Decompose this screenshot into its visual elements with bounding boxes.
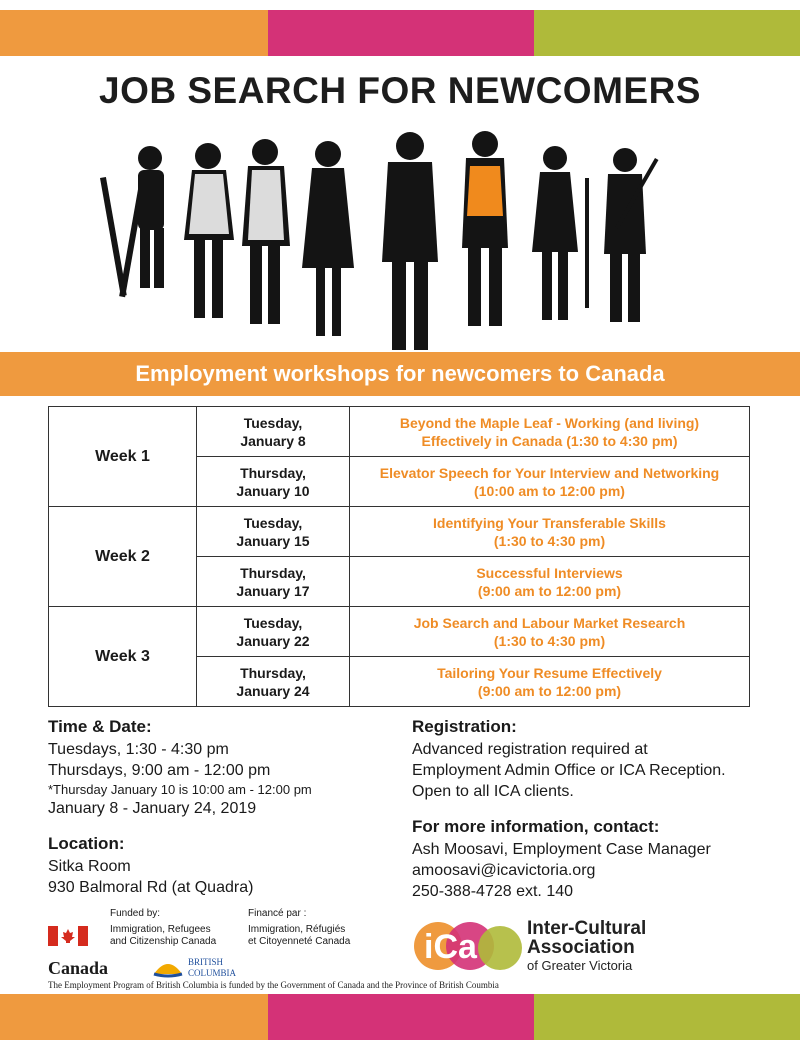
week-cell: Week 3	[49, 607, 197, 707]
ica-subtitle: of Greater Victoria	[527, 958, 633, 973]
table-row	[49, 407, 750, 457]
svg-text:COLUMBIA: COLUMBIA	[188, 968, 237, 978]
time-date-heading: Time & Date:	[48, 717, 152, 736]
date-range: January 8 - January 24, 2019	[48, 800, 257, 817]
workshops-banner: Employment workshops for newcomers to Canada	[0, 352, 800, 396]
table-row	[49, 607, 750, 657]
page-title: JOB SEARCH FOR NEWCOMERS	[99, 70, 701, 111]
svg-text:iCa: iCa	[424, 928, 477, 966]
table-row	[49, 507, 750, 557]
location-address: 930 Balmoral Rd (at Quadra)	[48, 879, 254, 896]
time-location-section	[48, 716, 398, 898]
topic-cell: Successful Interviews (9:00 am to 12:00 pm)	[350, 557, 750, 607]
ircc-english-label: Immigration, Refugees and Citizenship Canada	[110, 924, 217, 947]
date-cell: Tuesday, January 22	[197, 607, 350, 657]
contact-name: Ash Moosavi, Employment Case Manager	[412, 841, 711, 858]
location-room: Sitka Room	[48, 858, 131, 875]
date-cell: Thursday, January 10	[197, 457, 350, 507]
topic-cell: Job Search and Labour Market Research (1:30 to 4:30 pm)	[350, 607, 750, 657]
week-cell: Week 1	[49, 407, 197, 507]
svg-text:BRITISH: BRITISH	[188, 957, 224, 967]
contact-phone: 250-388-4728 ext. 140	[412, 883, 574, 900]
contact-email[interactable]: amoosavi@icavictoria.org	[412, 862, 596, 879]
date-cell: Thursday, January 17	[197, 557, 350, 607]
location-heading: Location:	[48, 834, 125, 853]
funders-section	[48, 908, 388, 988]
ircc-french-label: Immigration, Réfugiés et Citoyenneté Canada	[248, 924, 351, 947]
topic-cell: Elevator Speech for Your Interview and Networking (10:00 am to 12:00 pm)	[350, 457, 750, 507]
tuesday-time: Tuesdays, 1:30 - 4:30 pm	[48, 741, 229, 758]
date-cell: Tuesday, January 15	[197, 507, 350, 557]
top-color-bar	[0, 10, 800, 56]
date-cell: Thursday, January 24	[197, 657, 350, 707]
date-cell: Tuesday, January 8	[197, 407, 350, 457]
registration-line: Advanced registration required at	[412, 741, 648, 758]
canada-flag-icon	[48, 926, 88, 946]
topic-cell: Beyond the Maple Leaf - Working (and living) Effectively in Canada (1:30 to 4:30 pm)	[350, 407, 750, 457]
canada-wordmark-logo: Canada	[48, 958, 109, 978]
workers-silhouette-image	[80, 118, 720, 356]
registration-line: Open to all ICA clients.	[412, 783, 574, 800]
british-columbia-logo	[152, 952, 262, 980]
registration-line: Employment Admin Office or ICA Reception.	[412, 762, 726, 779]
thursday-time: Thursdays, 9:00 am - 12:00 pm	[48, 762, 271, 779]
registration-contact-section	[412, 716, 792, 902]
finance-par-label: Financé par :	[248, 908, 307, 919]
registration-heading: Registration:	[412, 717, 517, 736]
time-note: *Thursday January 10 is 10:00 am - 12:00 pm	[48, 782, 312, 797]
week-cell: Week 2	[49, 507, 197, 607]
funding-footnote: The Employment Program of British Columbia is funded by the Government of Canada and the Province of British Coumbia	[48, 980, 499, 990]
schedule-table	[48, 406, 750, 707]
contact-heading: For more information, contact:	[412, 817, 660, 836]
funded-by-label: Funded by:	[110, 908, 161, 919]
topic-cell: Identifying Your Transferable Skills (1:30 to 4:30 pm)	[350, 507, 750, 557]
bottom-color-bar	[0, 994, 800, 1040]
topic-cell: Tailoring Your Resume Effectively (9:00 am to 12:00 pm)	[350, 657, 750, 707]
ica-name: Inter-Cultural Association	[527, 918, 647, 958]
